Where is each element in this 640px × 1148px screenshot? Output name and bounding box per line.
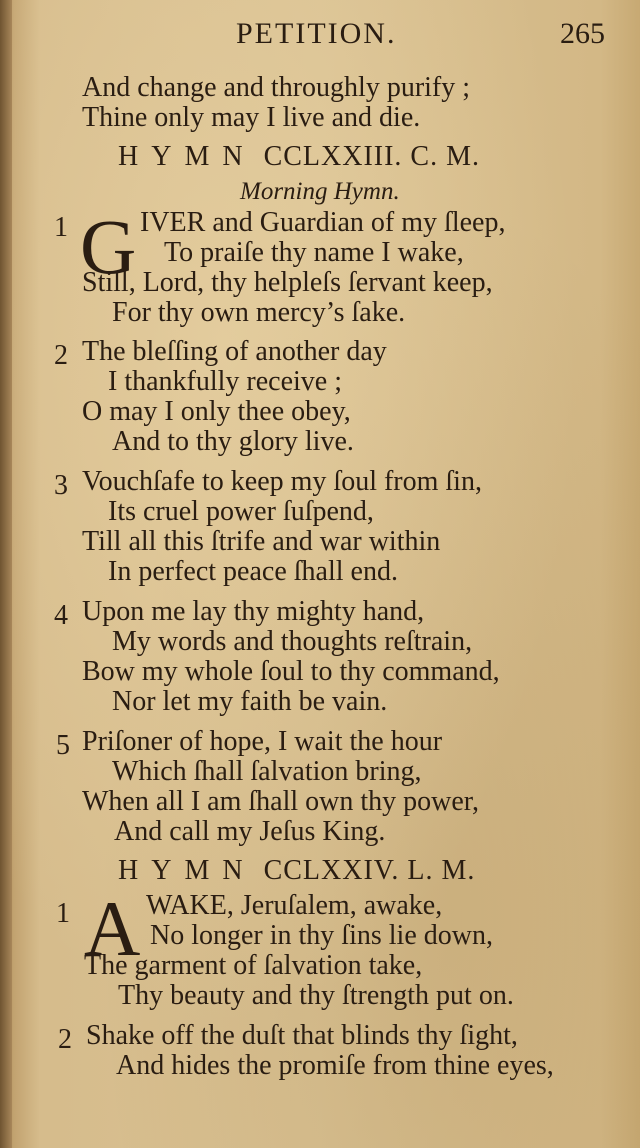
verse-number: 2 [54,340,68,371]
hymn-heading-word: HYMN [118,141,256,172]
hymn-subtitle: Morning Hymn. [240,178,400,205]
verse-line: For thy own mercy’s ſake. [112,297,406,328]
verse-number: 1 [54,212,68,243]
verse-line: The bleſſing of another day [82,336,387,367]
verse-line: Nor let my faith be vain. [112,686,388,717]
hymn-heading-word: HYMN [118,855,256,886]
verse-line: Shake off the duſt that blinds thy ſight, [86,1020,518,1051]
verse-number: 5 [56,730,70,761]
verse-number: 2 [58,1024,72,1055]
verse-line: Vouchſafe to keep my ſoul from ſin, [82,466,482,497]
verse-line: My words and thoughts reſtrain, [112,626,473,657]
verse-line: Still, Lord, thy helpleſs ſervant keep, [82,267,493,298]
verse-line: Till all this ſtrife and war within [82,526,441,557]
verse-line: Upon me lay thy mighty hand, [82,596,425,627]
hymn-heading-number: CCLXXIV. L. M. [263,855,476,886]
verse-line: When all I am ſhall own thy power, [82,786,479,817]
carryover-line: And change and throughly purify ; [82,72,471,103]
carryover-line: Thine only may I live and die. [82,102,421,133]
drop-cap: A [84,885,141,972]
hymn-heading [118,855,475,887]
verse-line: WAKE, Jeruſalem, awake, [146,890,443,921]
verse-line: IVER and Guardian of my ſleep, [140,207,506,238]
verse-line: O may I only thee obey, [82,396,351,427]
verse-line: I thankfully receive ; [108,366,343,397]
verse-line: And hides the promiſe from thine eyes, [116,1050,554,1081]
verse-number: 3 [54,470,68,501]
verse-line: And call my Jeſus King. [114,816,386,847]
verse-line: Thy beauty and thy ſtrength put on. [118,980,514,1011]
verse-number: 1 [56,898,70,929]
hymn-heading [118,141,480,173]
page-number: 265 [560,17,605,50]
page-header [0,16,640,56]
verse-number: 4 [54,600,68,631]
page-gutter [0,0,12,1148]
verse-line: And to thy glory live. [112,426,354,457]
verse-line: Priſoner of hope, I wait the hour [82,726,443,757]
verse-line: No longer in thy ſins lie down, [150,920,493,951]
verse-line: Bow my whole ſoul to thy command, [82,656,500,687]
running-title: PETITION. [236,17,397,50]
verse-line: Its cruel power ſuſpend, [108,496,374,527]
verse-line: The garment of ſalvation take, [84,950,423,981]
verse-line: In perfect peace ſhall end. [108,556,398,587]
verse-line: To praiſe thy name I wake, [164,237,464,268]
hymn-heading-number: CCLXXIII. C. M. [263,141,481,172]
drop-cap: G [80,203,137,290]
verse-line: Which ſhall ſalvation bring, [112,756,422,787]
